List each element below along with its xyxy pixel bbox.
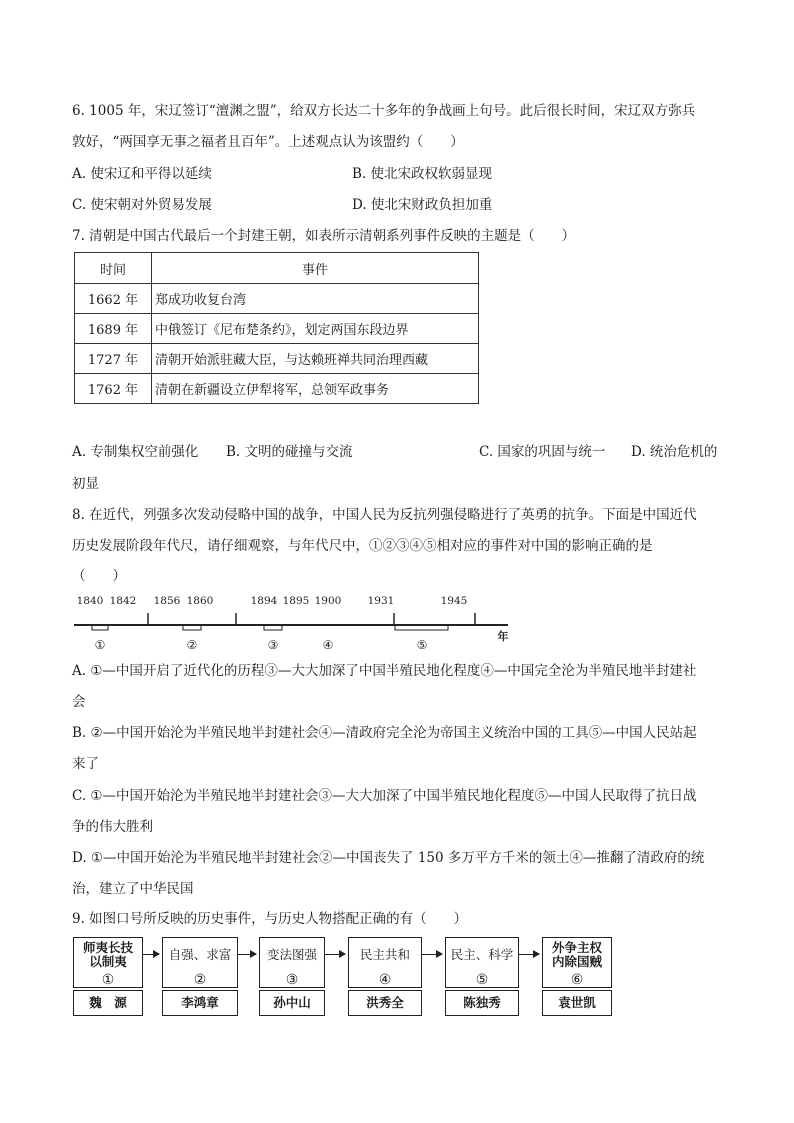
- flow-number-4: ④: [348, 972, 422, 988]
- flow-arrow: [143, 954, 159, 955]
- table-header-event: 事件: [152, 253, 479, 284]
- q6-option-a: A. 使宋辽和平得以延续: [72, 166, 212, 182]
- flow-person-3: 孙中山: [259, 990, 325, 1016]
- flow-slogan-3: 变法图强: [259, 937, 325, 973]
- q7-stem: 7. 清朝是中国古代最后一个封建王朝，如表所示清朝系列事件反映的主题是（ ）: [72, 228, 576, 244]
- table-header-row: [75, 253, 479, 284]
- flow-slogan-5: 民主、科学: [445, 937, 519, 973]
- table-cell-year: 1689 年: [75, 314, 152, 344]
- q6-option-b: B. 使北宋政权软弱显现: [352, 166, 493, 182]
- q7-option-d-continued: 初显: [72, 476, 99, 492]
- timeline-marker: ④: [322, 638, 334, 652]
- table-header-time: 时间: [75, 253, 152, 284]
- flow-number-6: ⑥: [542, 972, 612, 988]
- flow-slogan-4: 民主共和: [348, 937, 422, 973]
- flow-slogan-1: 师夷长技 以制夷: [73, 937, 143, 973]
- table-cell-event: 郑成功收复台湾: [152, 284, 479, 314]
- flow-number-3: ③: [259, 972, 325, 988]
- timeline-marker: ⑤: [416, 638, 428, 652]
- q8-option-c-line1: C. ①—中国开始沦为半殖民地半封建社会③—大大加深了中国半殖民地化程度⑤—中国人民取得了抗日战: [72, 788, 697, 804]
- q8-option-b-line2: 来了: [72, 756, 99, 772]
- flow-slogan-6: 外争主权 内除国贼: [542, 937, 612, 973]
- timeline-year-label: 1842: [109, 595, 137, 607]
- q6-stem-line2: 敦好，“两国享无事之福者且百年”。上述观点认为该盟约（ ）: [72, 134, 464, 150]
- flow-arrow: [422, 954, 442, 955]
- flow-person-6: 袁世凯: [542, 990, 612, 1016]
- q8-stem-line1: 8. 在近代，列强多次发动侵略中国的战争，中国人民为反抗列强侵略进行了英勇的抗争。下面是中国近代: [72, 507, 697, 523]
- flow-person-5: 陈独秀: [445, 990, 519, 1016]
- q7-option-c: C. 国家的巩固与统一: [479, 444, 606, 460]
- timeline-marker: ③: [267, 638, 279, 652]
- table-cell-year: 1762 年: [75, 374, 152, 404]
- timeline-year-label: 1860: [186, 595, 214, 607]
- q8-option-b-line1: B. ②—中国开始沦为半殖民地半封建社会④—清政府完全沦为帝国主义统治中国的工具⑤—中国人民站起: [72, 725, 697, 741]
- flow-number-5: ⑤: [445, 972, 519, 988]
- table-row: [75, 344, 479, 374]
- flow-number-2: ②: [162, 972, 238, 988]
- table-cell-year: 1662 年: [75, 284, 152, 314]
- table-row: [75, 314, 479, 344]
- flow-person-1: 魏 源: [73, 990, 143, 1016]
- flow-arrow: [325, 954, 345, 955]
- timeline-year-label: 1895: [282, 595, 310, 607]
- q8-option-d-line2: 治，建立了中华民国: [72, 881, 194, 897]
- q8-answer-paren: （ ）: [72, 568, 126, 584]
- q8-timeline: [70, 590, 520, 652]
- table-cell-event: 中俄签订《尼布楚条约》，划定两国东段边界: [152, 314, 479, 344]
- table-cell-event: 清朝在新疆设立伊犁将军，总领军政事务: [152, 374, 479, 404]
- table-cell-event: 清朝开始派驻藏大臣，与达赖班禅共同治理西藏: [152, 344, 479, 374]
- timeline-unit-label: 年: [497, 630, 509, 643]
- timeline-year-label: 1840: [76, 595, 104, 607]
- timeline-year-label: 1894: [250, 595, 278, 607]
- q8-option-d-line1: D. ①—中国开始沦为半殖民地半封建社会②—中国丧失了 150 多万平方千米的领土④—推翻了清政府的统: [72, 850, 705, 866]
- q9-stem: 9. 如图口号所反映的历史事件，与历史人物搭配正确的有（ ）: [72, 911, 468, 927]
- q8-stem-line2: 历史发展阶段年代尺，请仔细观察，与年代尺中，①②③④⑤相对应的事件对中国的影响正确的是: [72, 538, 653, 554]
- table-row: [75, 374, 479, 404]
- flow-slogan-2: 自强、求富: [162, 937, 238, 973]
- timeline-year-label: 1945: [440, 595, 468, 607]
- q7-events-table: [74, 252, 479, 404]
- timeline-marker: ①: [94, 638, 106, 652]
- q6-option-c: C. 使宋朝对外贸易发展: [72, 197, 212, 213]
- timeline-year-label: 1931: [367, 595, 395, 607]
- flow-number-1: ①: [73, 972, 143, 988]
- q7-option-d: D. 统治危机的: [631, 444, 718, 460]
- table-cell-year: 1727 年: [75, 344, 152, 374]
- flow-arrow: [238, 954, 256, 955]
- q8-option-a-line1: A. ①—中国开启了近代化的历程③—大大加深了中国半殖民地化程度④—中国完全沦为半殖民地半封建社: [72, 663, 697, 679]
- timeline-year-label: 1856: [153, 595, 181, 607]
- table-row: [75, 284, 479, 314]
- timeline-year-label: 1900: [314, 595, 342, 607]
- flow-arrow: [519, 954, 539, 955]
- q7-option-a: A. 专制集权空前强化: [72, 444, 199, 460]
- q8-option-a-line2: 会: [72, 694, 86, 710]
- timeline-marker: ②: [186, 638, 198, 652]
- flow-person-2: 李鸿章: [162, 990, 238, 1016]
- q6-option-d: D. 使北宋财政负担加重: [352, 197, 493, 213]
- flow-person-4: 洪秀全: [348, 990, 422, 1016]
- q6-stem-line1: 6. 1005 年，宋辽签订“澶渊之盟”，给双方长达二十多年的争战画上句号。此后很长时间，宋辽双方弥兵: [72, 103, 696, 119]
- q7-option-b: B. 文明的碰撞与交流: [226, 444, 353, 460]
- q8-option-c-line2: 争的伟大胜利: [72, 819, 153, 835]
